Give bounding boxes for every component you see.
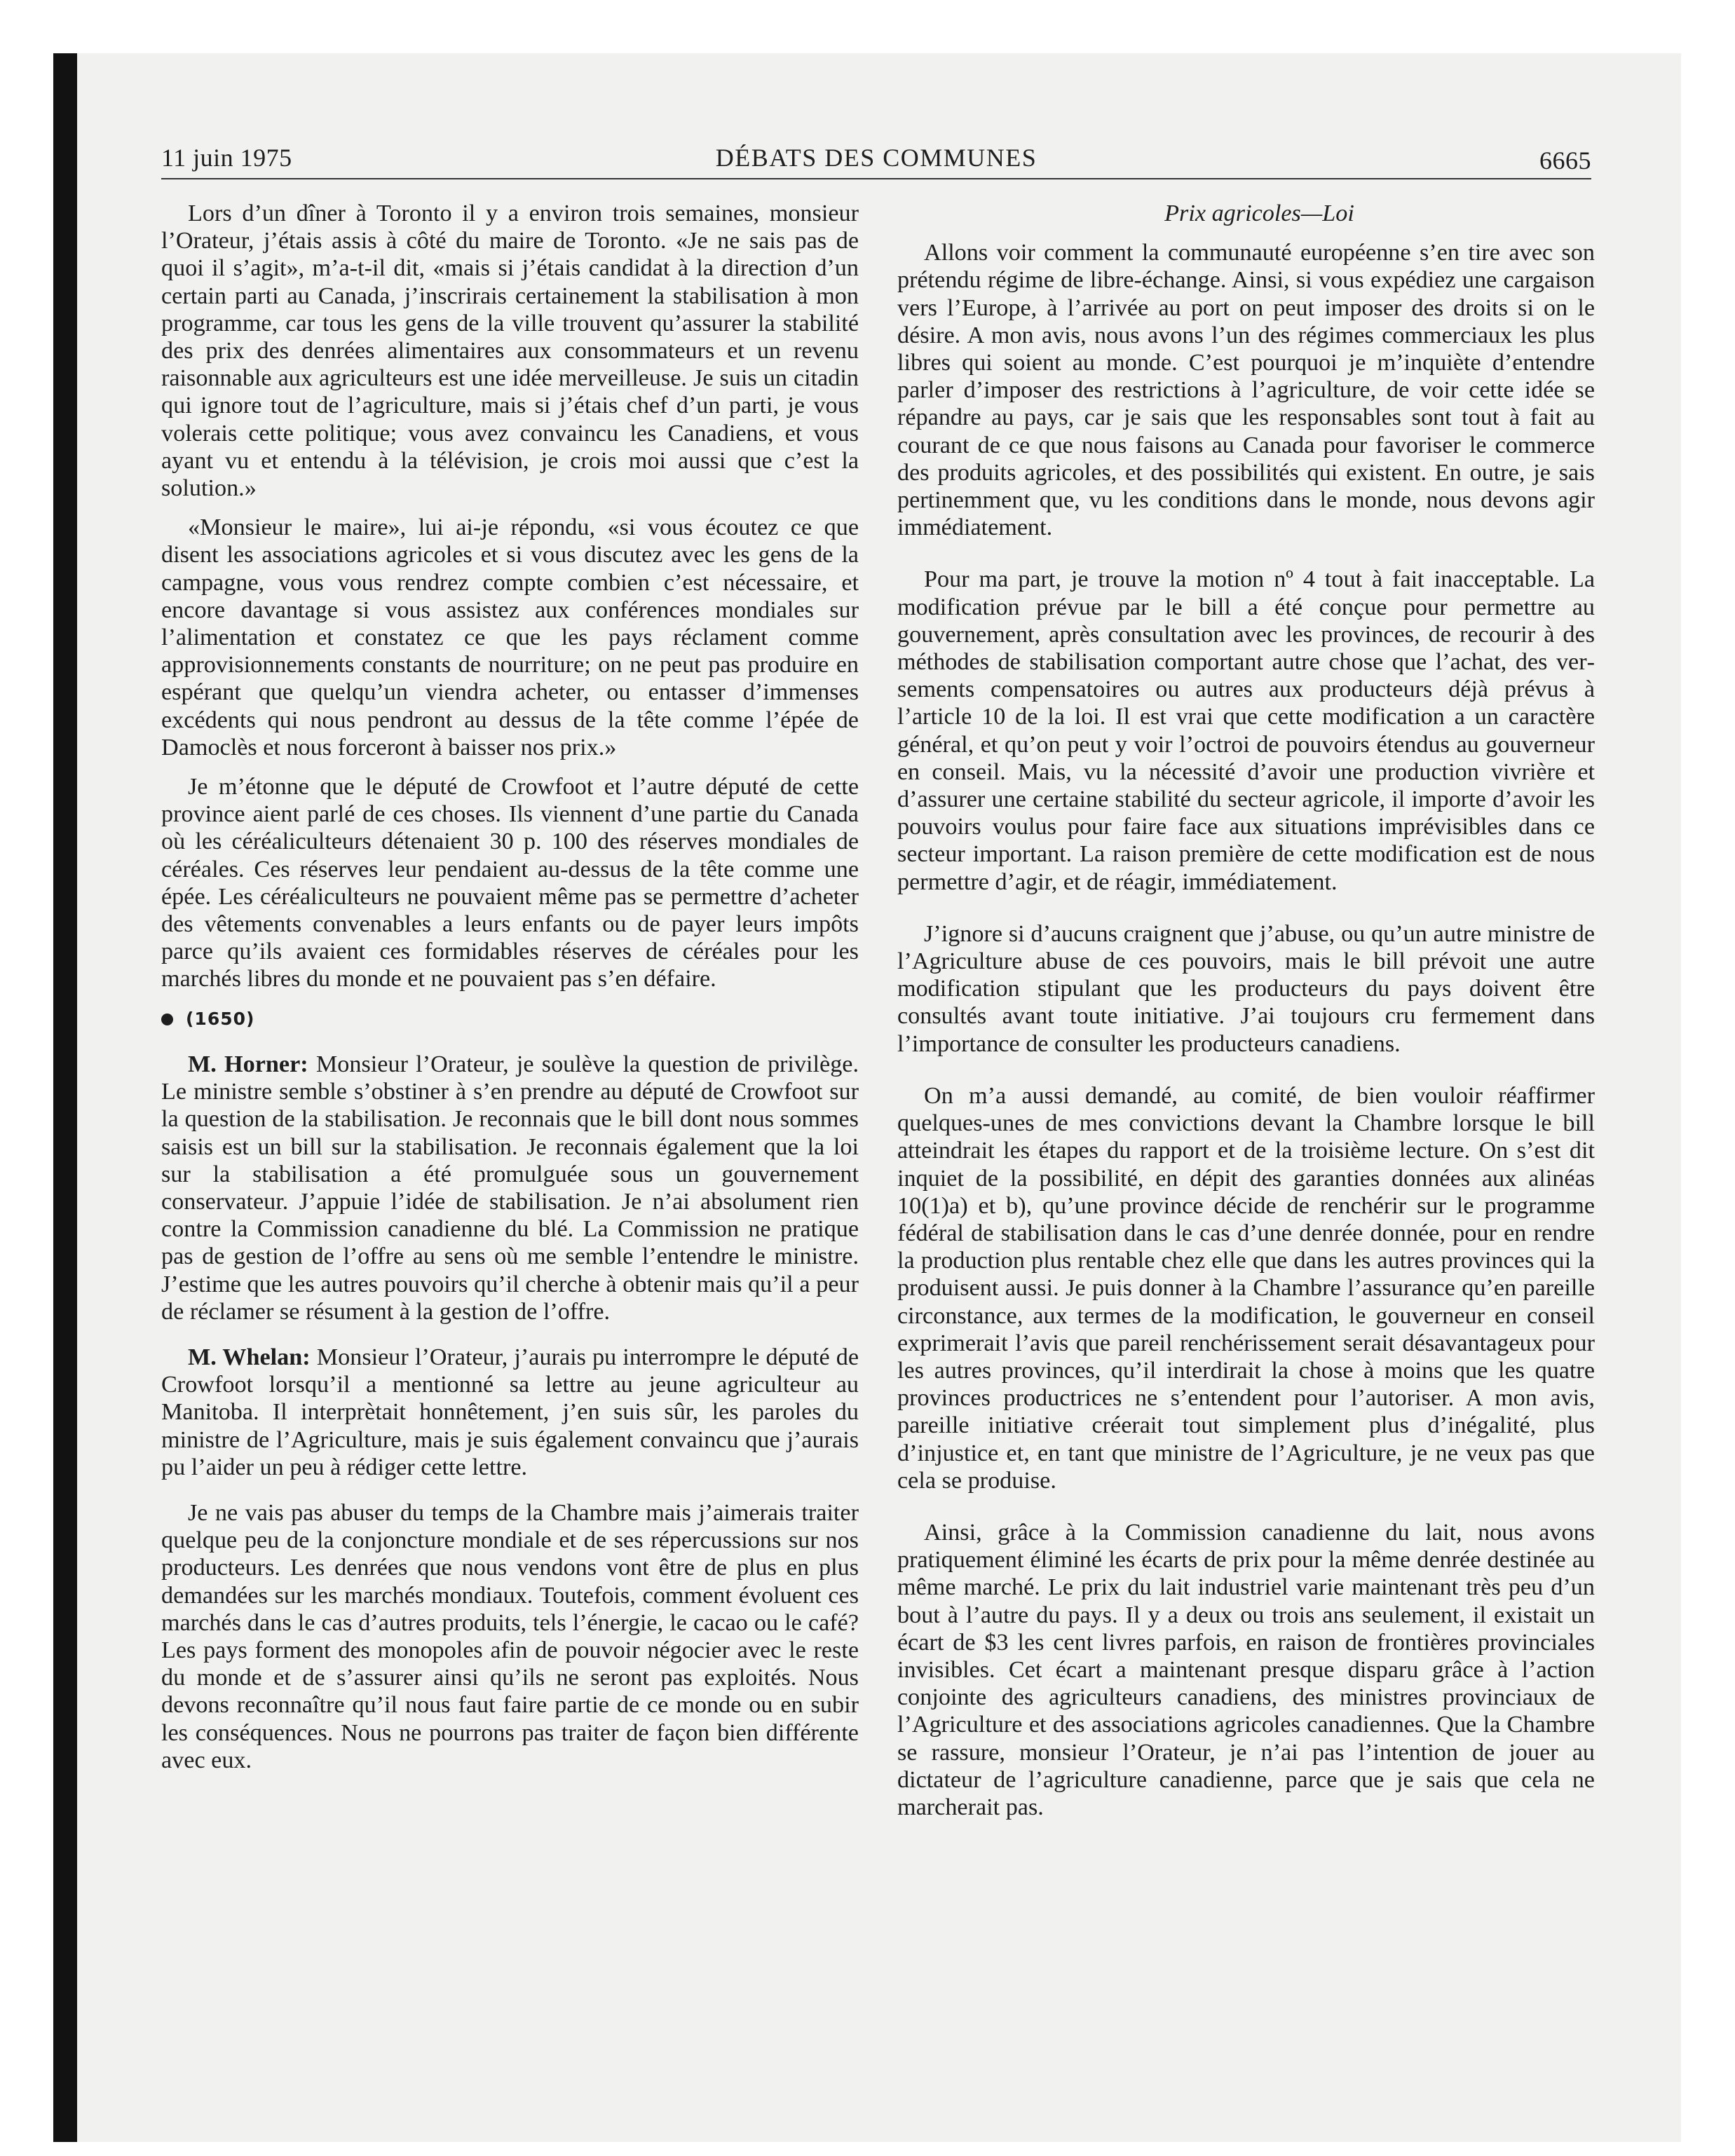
page-header xyxy=(161,140,1591,178)
paragraph: Allons voir comment la communauté européenne s’en tire avec son prétendu régime de libre-échange. Ainsi, si vous expédiez une cargaison vers l’Europe, à l’arrivée au port on peut imposer des droits si on le désire. A mon avis, nous avons l’un des régimes commerciaux les plus libres qui soient au monde. C’est pourquoi je m’inquiète d’entendre parler d’imposer des restrictions à l’agriculture, de voir cette idée se répandre au pays, car je sais que les responsables sont tout à fait au courant de ce que nous faisons au Canada pour favoriser le commerce des produits agricoles, et des possibilités qui existent. En outre, je sais pertinemment que, vu les conditions dans le monde, nous devons agir immédiatement. xyxy=(897,240,1595,541)
header-title: DÉBATS DES COMMUNES xyxy=(715,144,1037,172)
running-head: Prix agricoles—Loi xyxy=(1164,200,1354,226)
header-page-number: 6665 xyxy=(1539,146,1591,175)
bullet-icon xyxy=(161,1014,173,1025)
right-column xyxy=(897,200,1595,1845)
header-date: 11 juin 1975 xyxy=(161,144,292,172)
left-column xyxy=(161,200,859,1786)
paragraph: Ainsi, grâce à la Commission canadienne du lait, nous avons pratiquement éliminé les écarts de prix pour la même denrée destinée au même marché. Le prix du lait industriel varie maintenant très peu d’un bout à l’autre du pays. Il y a deux ou trois ans seulement, il existait un écart de $3 les cent livres parfois, en raison de frontières provinciales invisibles. Cet écart a maintenant presque disparu grâce à l’action conjointe des agriculteurs canadiens, des ministres provinciaux de l’Agriculture et des associations agricoles canadiennes. Que la Chambre se rassure, monsieur l’Orateur, je n’ai pas l’intention de jouer au dictateur de l’agriculture canadienne, parce que je sais que cela ne marcherait pas. xyxy=(897,1519,1595,1820)
speech-text: Monsieur l’Orateur, j’aurais pu interrompre le député de Crowfoot lorsqu’il a mentionné sa lettre au jeune agriculteur au Manitoba. Il interprètait honnêtement, j’en suis sûr, les paroles du ministre de l’Agriculture, mais je suis également convaincu que j’aurais pu l’aider un peu à rédiger cette lettre. xyxy=(161,1344,859,1480)
paragraph xyxy=(161,1344,859,1481)
binding-edge xyxy=(53,53,77,2142)
paragraph: J’ignore si d’aucuns craignent que j’abuse, ou qu’un autre ministre de l’Agriculture abuse de ces pouvoirs, mais le bill prévoit une autre modification stipulant que les producteurs du pays doivent être consultés avant toute initiative. J’ai toujours cru fermement dans l’importance de consulter les producteurs canadiens. xyxy=(897,920,1595,1057)
paragraph xyxy=(161,1051,859,1325)
paragraph: On m’a aussi demandé, au comité, de bien vouloir réaffirmer quelques-unes de mes convictions devant la Chambre lorsque le bill atteindrait les étapes du rapport et de la troisième lecture. On s’est dit inquiet de la possibilité, en dépit des garanties données aux alinéas 10(1)a) et b), qu’une province décide de renchérir sur le programme fédéral de stabilisation dans le cas d’une denrée donnée, pour en rendre la production plus rentable chez elle que dans les autres provinces qui la produisent aussi. Je puis donner à la Chambre l’assurance qu’en pareille circonstance, aux termes de la modification, le gouverneur en conseil exprimerait l’avis que pareil renchérissement serait désavantageux pour les autres provinces, qu’il interdirait la chose à moins que les quatre provinces productrices ne s’entendent pour l’autoriser. A mon avis, pareille initiative créerait tout simplement plus d’inégalité, plus d’injustice et, en tant que ministre de l’Agriculture, je ne veux pas que cela se produise. xyxy=(897,1082,1595,1494)
speaker-name: M. Whelan: xyxy=(188,1344,311,1370)
speech-text: Monsieur l’Orateur, je soulève la question de privilège. Le ministre semble s’obstiner à s’en prendre au député de Crowfoot sur la question de la stabilisation. Je reconnais que le bill dont nous sommes saisis est un bill sur la stabilisation. Je reconnais également que la loi sur la stabilisation a été promulguée sous un gouvernement conservateur. J’appuie l’idée de stabilisation. Je n’ai absolument rien contre la Commission canadienne du blé. La Commission ne pratique pas de gestion de l’offre au sens où me semble l’entendre le ministre. J’estime que les autres pouvoirs qu’il cherche à obtenir mais qu’il a peur de réclamer se résument à la gestion de l’offre. xyxy=(161,1051,859,1325)
time-marker xyxy=(161,1005,859,1032)
time-marker-text: (1650) xyxy=(186,1008,255,1029)
header-rule xyxy=(161,178,1591,179)
speaker-name: M. Horner: xyxy=(188,1051,308,1077)
paragraph: Je m’étonne que le député de Crowfoot et l’autre député de cette province aient parlé de ces choses. Ils viennent d’une partie du Canada où les céréaliculteurs détenaient 30 p. 100 des réserves mondiales de céréales. Ces réserves leur pendaient au-dessus de la tête comme une épée. Les céréaliculteurs ne pouvaient même pas se permettre d’acheter des vêtements convenables a leurs enfants ou de payer leurs impôts parce qu’ils avaient ces formidables réserves de céréales pour les marchés libres du monde et ne pouvaient pas s’en défaire. xyxy=(161,774,859,992)
paragraph: «Monsieur le maire», lui ai-je répondu, «si vous écoutez ce que disent les associations agricoles et si vous discutez avec les gens de la campagne, vous vous rendrez compte combien c’est nécessaire, et encore davantage si vous assistez aux conférences mondiales sur l’alimentation et constatez ce que les pays réclament comme approvisionnements constants de nourriture; on ne peut pas produire en espérant que quelqu’un viendra acheter, ou entasser d’immenses excédents qui nous pendront au dessus de la tête comme l’épée de Damoclès et nous forceront à baisser nos prix.» xyxy=(161,514,859,760)
paragraph: Pour ma part, je trouve la motion nº 4 tout à fait inacceptable. La modification prévue par le bill a été conçue pour permettre au gouvernement, après consultation avec les provinces, de recourir à des méthodes de stabilisation comportant autre chose que l’achat, des versements compensatoires ou autres aux producteurs déjà prévus à l’article 10 de la loi. Il est vrai que cette modification a un caractère général, et qu’on peut y voir l’octroi de pouvoirs étendus au gouverneur en conseil. Mais, vu la nécessité d’avoir une production vivrière et d’assurer une certaine stabilité du secteur agricole, il importe d’avoir les pouvoirs voulus pour faire face aux situations imprévisibles dans ce secteur important. La raison première de cette modification est de nous permettre d’agir, et de réagir, immédiatement. xyxy=(897,566,1595,895)
paragraph: Je ne vais pas abuser du temps de la Chambre mais j’aimerais traiter quelque peu de la conjoncture mondiale et de ses répercussions sur nos producteurs. Les denrées que nous vendons vont être de plus en plus demandées sur les marchés mondiaux. Toutefois, comment évoluent ces marchés dans le cas d’autres produits, tels l’énergie, le cacao ou le café? Les pays forment des monopoles afin de pouvoir négocier avec le reste du monde et de s’assurer ainsi qu’ils ne seront pas exploités. Nous devons reconnaître qu’il nous faut faire partie de ce monde ou en subir les conséquences. Nous ne pourrons pas traiter de façon bien différente avec eux. xyxy=(161,1499,859,1773)
paragraph: Lors d’un dîner à Toronto il y a environ trois semaines, monsieur l’Orateur, j’étais assis à côté du maire de Toronto. «Je ne sais pas de quoi il s’agit», m’a-t-il dit, «mais si j’étais candidat à la direction d’un certain parti au Canada, j’inscrirais certainement la stabilisation à mon programme, car tous les gens de la ville trouvent qu’assurer la stabilité des prix des denrées alimentaires aux consommateurs et un revenu raisonnable aux agriculteurs est une idée merveilleuse. Je suis un citadin qui ignore tout de l’agriculture, mais si j’étais chef d’un parti, je vous volerais cette politique; vous avez convaincu les Canadiens, et vous ayant vu et entendu à la télévision, je crois moi aussi que c’est la solution.» xyxy=(161,200,859,502)
